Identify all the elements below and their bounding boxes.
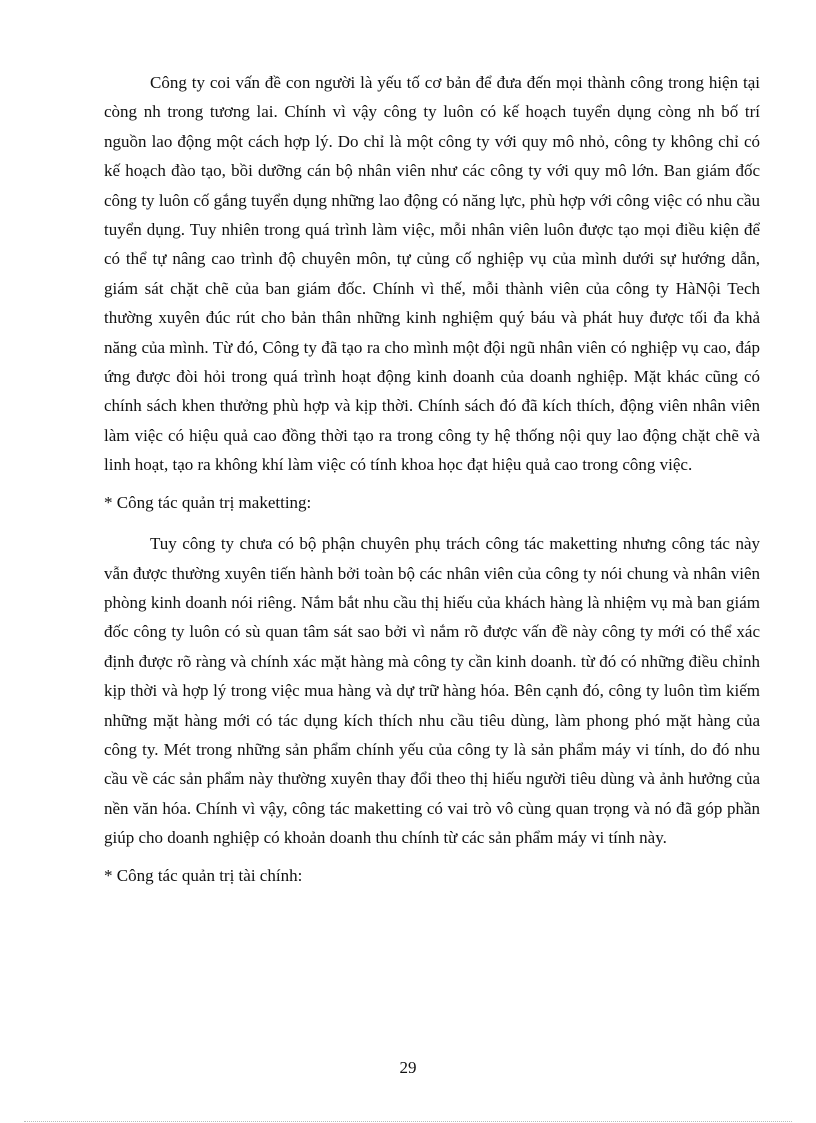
heading-finance: * Công tác quản trị tài chính: xyxy=(104,865,303,885)
page-body xyxy=(104,68,760,890)
footer-divider xyxy=(24,1121,792,1122)
page-number: 29 xyxy=(399,1058,417,1077)
paragraph-marketing: Tuy công ty chưa có bộ phận chuyên phụ trách công tác maketting nhưng công tác này vẫn được thường xuyên tiến hành bởi toàn bộ các nhân viên của công ty nói chung và nhân viên phòng kinh doanh nói riêng. Nắm bắt nhu cầu thị hiếu của khách hàng là nhiệm vụ mà ban giám đốc công ty luôn có sù quan tâm sát sao bởi vì nắm rõ được vấn đề này công ty mới có thể xác định được rõ ràng và chính xác mặt hàng mà công ty cần kinh doanh. từ đó có những điều chỉnh kịp thời và hợp lý trong việc mua hàng và dự trữ hàng hóa. Bên cạnh đó, công ty luôn tìm kiếm những mặt hàng mới có tác dụng kích thích nhu cầu tiêu dùng, làm phong phó mặt hàng của công ty. Mét trong những sản phẩm chính yếu của công ty là sản phẩm máy vi tính, do đó nhu cầu về các sản phẩm này thường xuyên thay đổi theo thị hiếu người tiêu dùng và ảnh hưởng của nền văn hóa. Chính vì vậy, công tác maketting có vai trò vô cùng quan trọng và nó đã góp phần giúp cho doanh nghiệp có khoản doanh thu chính từ các sản phẩm máy vi tính này. xyxy=(104,534,760,848)
paragraph-personnel: Công ty coi vấn đề con người là yếu tố cơ bản để đưa đến mọi thành công trong hiện tại còng nh trong tương lai. Chính vì vậy công ty luôn có kế hoạch tuyển dụng còng nh bố trí nguồn lao động một cách hợp lý. Do chỉ là một công ty với quy mô nhỏ, công ty không chỉ có kế hoạch đào tạo, bồi dưỡng cán bộ nhân viên như các công ty với quy mô lớn. Ban giám đốc công ty luôn cố gắng tuyển dụng những lao động có năng lực, phù hợp với công việc có nhu cầu tuyển dụng. Tuy nhiên trong quá trình làm việc, mỗi nhân viên luôn được tạo mọi điều kiện để có thể tự nâng cao trình độ chuyên môn, tự củng cố nghiệp vụ của mình dưới sự hướng dẫn, giám sát chặt chẽ của ban giám đốc. Chính vì thế, mỗi thành viên của công ty HàNội Tech thường xuyên đúc rút cho bản thân những kinh nghiệm quý báu và phát huy được tối đa khả năng của mình. Từ đó, Công ty đã tạo ra cho mình một đội ngũ nhân viên có nghiệp vụ cao, đáp ứng được đòi hỏi trong quá trình hoạt động kinh doanh của doanh nghiệp. Mặt khác cũng có chính sách khen thưởng phù hợp và kịp thời. Chính sách đó đã kích thích, động viên nhân viên làm việc có hiệu quả cao đồng thời tạo ra trong công ty hệ thống nội quy lao động chặt chẽ và linh hoạt, tạo ra không khí làm việc có tính khoa học đạt hiệu quả cao trong công việc. xyxy=(104,73,760,475)
heading-marketing: * Công tác quản trị maketting: xyxy=(104,492,312,512)
